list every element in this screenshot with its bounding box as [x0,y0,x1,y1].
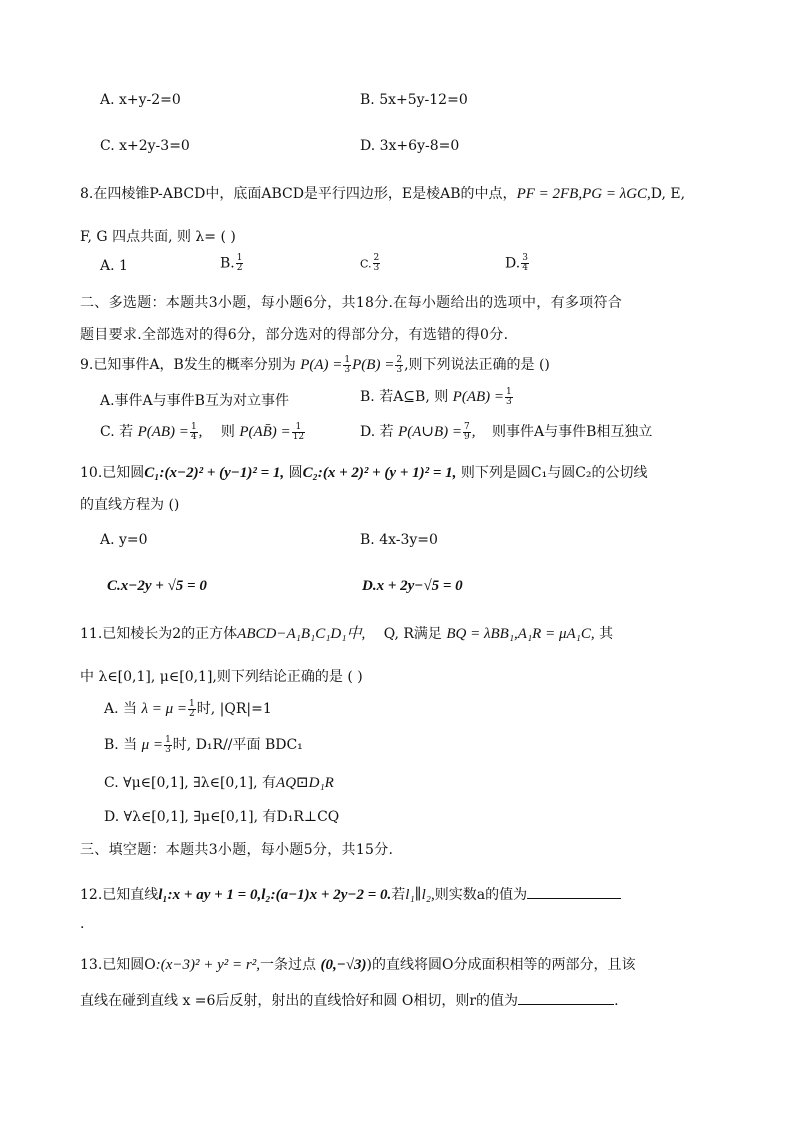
q8-stem-tail: D, E, [650,186,686,202]
q12-dot: . [80,916,85,932]
q11-vector1: BQ = λBB₁, [446,626,518,642]
q11-option-c-text: C. ∀μ∈[0,1], ∃λ∈[0,1], 有 [104,775,277,791]
q11-cube: ABCD−A₁B₁C₁D₁中, [237,626,366,642]
q11-stem-text: 11.已知棱长为2的正方体 [80,626,238,642]
q9-option-d-text: D. 若 [360,424,394,440]
q12-stem [80,884,621,904]
q9-pb: P(B) = [352,357,395,373]
q10-mid: 圆 [288,465,303,481]
q11-option-b-fraction: $\frac{1}{3}$ [165,734,171,755]
q10-option-a: A. y=0 [100,532,148,548]
q8-stem-text: 8.在四棱锥P-ABCD中，底面ABCD是平行四边形，E是棱AB的中点， [80,186,517,202]
q8-math: PF = 2FB,PG = λGC, [516,186,651,202]
q9-option-d-fraction: $\frac{7}{9}$ [464,421,470,442]
section2-heading: 二、多选题：本题共3小题，每小题6分，共18分.在每小题给出的选项中，有多项符合 [80,295,623,311]
q8-option-b [220,254,244,273]
q11-option-a-text: A. 当 [104,701,138,717]
q9-option-d-math: P(A∪B) = [398,424,463,440]
q11-stem [80,622,613,643]
q7-option-a: A. x+y-2=0 [100,92,181,108]
q13-point: (0,−√3) [320,957,367,973]
q10-circle1: C₁:(x−2)² + (y−1)² = 1, [144,465,285,481]
q11-option-c-math: AQ⊡D₁R [276,775,334,791]
q9-option-c-fraction1: $\frac{1}{4}$ [190,421,197,442]
q10-circle2: C₂:(x + 2)² + (y + 1)² = 1, [302,465,457,481]
q11-line2: 中 λ∈[0,1], μ∈[0,1],则下列结论正确的是 ( ) [80,669,363,685]
q9-stem-end: ,则下列说法正确的是 () [404,357,550,373]
q13-period: . [614,993,619,1009]
q8-line2: F, G 四点共面, 则 λ= ( ) [80,229,236,245]
q9-option-c-fraction2: $\frac{1}{12}$ [292,421,305,442]
q11-option-a-end: 时, |QR|=1 [196,701,272,717]
q11-stem-end: 其 [599,626,614,642]
q7-option-c: C. x+2y-3=0 [100,138,190,154]
q13-answer-blank[interactable] [518,990,614,1005]
q13-stem [80,954,635,974]
q11-option-a [104,698,272,719]
q9-option-d-end: 则事件A与事件B相互独立 [491,424,653,440]
q12-condition: l₁∥l₂, [405,887,435,903]
q11-option-c [104,772,334,792]
section3-heading: 三、填空题：本题共3小题，每小题5分，共15分. [80,842,394,858]
q11-option-b [104,734,303,755]
q8-option-d-label: D. [505,255,521,272]
q13-mid: 一条过点 [260,957,316,973]
q9-option-c: C. 若 P(AB) = $\frac{1}{4}$ , 则 P(AB̄) = $\frac{1}{12}$ [100,421,305,442]
q13-line2-text: 直线在碰到直线 x =6后反射，射出的直线恰好和圆 O相切，则r的值为 [80,993,519,1009]
q10-option-d: D.x + 2y−√5 = 0 [362,578,463,594]
q12-answer-blank[interactable] [527,884,621,899]
q8-option-c-label: C. [360,257,372,271]
q9-option-c-text: C. 若 [100,424,134,440]
q7-option-d: D. 3x+6y-8=0 [360,138,460,154]
q9-pa: P(A) = [300,357,343,373]
q9-option-c-math1: P(AB) = [137,424,189,440]
q9-option-b-math: P(AB) = [452,389,505,405]
q12-mid: 若 [391,887,406,903]
q12-lines: l₁:x + ay + 1 = 0,l₂:(a−1)x + 2y−2 = 0. [158,887,392,903]
q10-stem [80,462,648,482]
q8-option-b-fraction: $\frac{1}{2}$ [236,253,243,273]
q9-option-b-fraction: $\frac{1}{3}$ [506,386,512,407]
q9-option-b [360,386,514,407]
q9-pb-fraction: $\frac{2}{3}$ [396,354,403,375]
q11-vector2: A₁R = μA₁C, [517,626,595,642]
q9-stem [80,354,550,375]
q13-stem-end: )的直线将圆O分成面积相等的两部分，且该 [366,957,636,973]
q11-option-d: D. ∀λ∈[0,1], ∃μ∈[0,1], 有D₁R⊥CQ [104,809,340,825]
q9-option-c-mid: 则 [220,424,235,440]
q8-stem [80,183,685,203]
q9-pa-fraction: $\frac{1}{3}$ [344,354,351,375]
q12-stem-end: 则实数a的值为 [434,887,528,903]
q7-option-b: B. 5x+5y-12=0 [360,92,468,108]
q13-line2 [80,990,619,1010]
q9-stem-text: 9.已知事件A，B发生的概率分别为 [80,357,296,373]
q9-option-c-math2: P(AB̄) = [239,424,291,440]
q9-option-a: A.事件A与事件B互为对立事件 [100,393,289,409]
q13-circle: :(x−3)² + y² = r², [155,957,260,973]
q11-option-b-text: B. 当 [104,737,138,753]
q8-option-c [360,254,381,273]
q8-option-d-fraction: $\frac{3}{4}$ [522,253,528,273]
q10-option-b: B. 4x-3y=0 [360,532,438,548]
section2-instructions: 题目要求.全部选对的得6分，部分选对的得部分分，有选错的得0分. [80,327,509,343]
q10-stem-text: 10.已知圆 [80,465,145,481]
q10-option-c: C.x−2y + √5 = 0 [107,578,207,594]
q11-option-b-end: 时, D₁R//平面 BDC₁ [172,737,303,753]
q9-option-d: D. 若 P(A∪B) = $\frac{7}{9}$ , 则事件A与事件B相互独立 [360,421,653,442]
q8-option-d [505,254,530,273]
q12-stem-text: 12.已知直线 [80,887,159,903]
q8-option-a: A. 1 [100,258,128,274]
q10-stem-end: 则下列是圆C₁与圆C₂的公切线 [460,465,648,481]
q11-mid: Q, R满足 [383,626,442,642]
q11-option-a-math: λ = μ = [141,701,187,717]
q11-option-b-math: μ = [141,737,164,753]
q8-option-c-fraction: $\frac{2}{3}$ [373,253,380,273]
q10-line2: 的直线方程为 () [80,497,180,513]
q11-option-a-fraction: $\frac{1}{2}$ [189,698,195,719]
q9-option-b-text: B. 若A⊆B, 则 [360,389,449,405]
q8-option-b-label: B. [220,255,235,272]
q13-stem-text: 13.已知圆O [80,957,156,973]
